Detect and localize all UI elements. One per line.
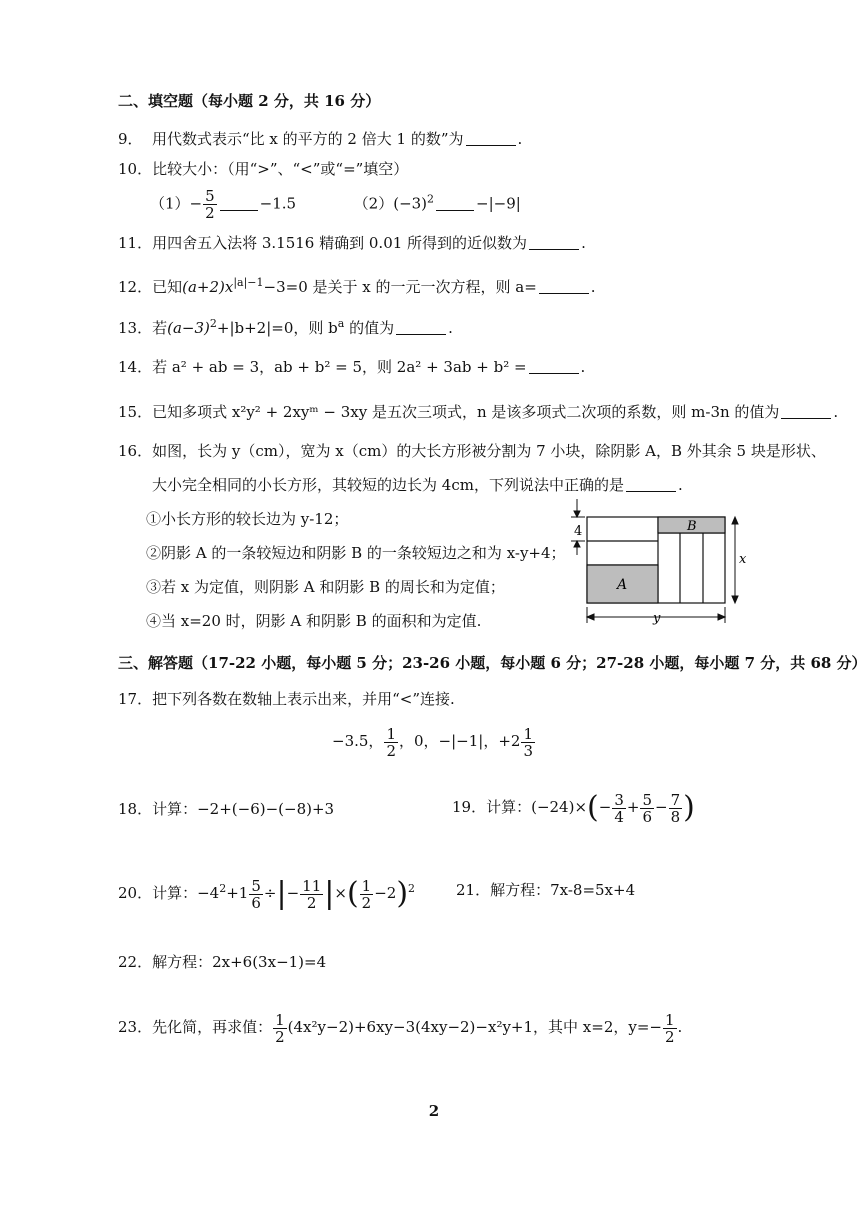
question-15 [118, 401, 838, 423]
base-expr: (−3) [393, 194, 428, 213]
question-14 [118, 356, 585, 378]
denominator: 2 [361, 893, 372, 912]
fraction [273, 1012, 287, 1045]
question-16-line1 [118, 440, 826, 462]
question-text: −3=0 是关于 x 的一元一次方程，则 a= [263, 278, 537, 296]
numerator: 1 [523, 724, 533, 743]
denominator: 8 [670, 807, 681, 826]
question-number: 20． [118, 884, 153, 902]
minus-sign: − [189, 194, 203, 213]
exponent: a [337, 317, 345, 330]
denominator: 2 [386, 741, 396, 760]
numerator: 5 [205, 187, 215, 205]
fraction [612, 792, 626, 825]
period: . [677, 1018, 683, 1036]
fraction [663, 1012, 677, 1045]
fraction [249, 878, 263, 911]
expression: (a+2)x [182, 278, 234, 296]
question-text: 若 a² + ab = 3，ab + b² = 5，则 2a² + 3ab + b² = [152, 358, 527, 376]
exponent: 2 [219, 882, 227, 895]
question-number: 22． [118, 953, 153, 971]
operator: × [334, 884, 347, 902]
period: . [590, 278, 596, 296]
abs-bar: | [276, 876, 287, 911]
question-number: 21． [456, 881, 491, 899]
answer-blank[interactable] [529, 233, 579, 250]
numerator: 7 [670, 790, 681, 809]
question-text: 比较大小：（用“>”、“<”或“=”填空） [152, 160, 409, 178]
numerator: 1 [386, 724, 396, 743]
question-18 [118, 798, 334, 820]
question-text: 已知多项式 x²y² + 2xyᵐ − 3xy 是五次三项式，n 是该多项式二次项的系数，则 m-3n 的值为 [152, 403, 780, 421]
question-17 [118, 688, 455, 710]
numerator: 1 [361, 876, 372, 895]
expression: +1 [226, 884, 249, 902]
exponent: 2 [408, 882, 416, 895]
exponent: |a|−1 [233, 276, 264, 289]
fraction [384, 726, 398, 759]
answer-blank[interactable] [539, 277, 589, 294]
denominator: 6 [251, 893, 261, 912]
part-label: （1） [150, 194, 190, 213]
question-text: 已知 [152, 278, 183, 296]
exponent: 2 [427, 192, 435, 206]
abs-bar: | [324, 876, 335, 911]
denominator: 6 [642, 807, 652, 826]
question-23 [118, 1010, 682, 1045]
number-item: −3.5， [332, 732, 384, 750]
answer-blank[interactable] [220, 194, 258, 211]
question-22 [118, 951, 326, 973]
numerator: 1 [665, 1010, 675, 1029]
question-text: 大小完全相同的小长方形，其较短的边长为 4cm，下列说法中正确的是 [152, 476, 624, 494]
compare-value: −|−9| [476, 194, 521, 213]
answer-blank[interactable] [396, 318, 446, 335]
question-10-parts [150, 188, 521, 221]
question-text: 解方程：2x+6(3x−1)=4 [152, 953, 327, 971]
question-text: 把下列各数在数轴上表示出来，并用“<”连接. [152, 690, 455, 708]
question-text: 的值为 [344, 319, 395, 337]
expression: (a−3) [167, 319, 210, 337]
question-text: +|b+2|=0，则 b [216, 319, 338, 337]
denominator: 2 [665, 1027, 675, 1046]
period: . [581, 234, 586, 252]
section-3-heading: 三、解答题（17-22 小题，每小题 5 分；23-26 小题，每小题 6 分；27-28 小题，每小题 7 分，共 68 分） [118, 654, 867, 672]
question-number: 14． [118, 358, 153, 376]
question-number: 9． [118, 130, 143, 148]
rectangle-figure [565, 495, 750, 630]
denominator: 2 [306, 893, 317, 912]
period: . [833, 403, 839, 421]
close-paren: ) [683, 790, 695, 825]
question-number: 23． [118, 1018, 153, 1036]
question-text: 计算：−4 [152, 884, 220, 902]
question-20: 20．计算：$-4^2+1$ $\frac{5}{6}$ ÷|− $\frac{11}{2}$ |×( $\frac{1}{2}$ −2)$^2$ [118, 876, 416, 912]
period: . [677, 476, 683, 494]
answer-blank[interactable] [436, 194, 474, 211]
denominator: 3 [523, 741, 533, 760]
question-number: 15． [118, 403, 153, 421]
label-y: y [653, 611, 661, 626]
question-number: 16． [118, 442, 153, 460]
operator: ÷ [263, 884, 277, 902]
question-number: 19． [452, 798, 487, 816]
label-4: 4 [574, 524, 583, 539]
numerator: 11 [302, 876, 322, 895]
question-21 [456, 879, 635, 901]
answer-blank[interactable] [781, 402, 831, 419]
option-3: ③若 x 为定值，则阴影 A 和阴影 B 的周长和为定值； [146, 578, 505, 596]
section-2-heading: 二、填空题（每小题 2 分，共 16 分） [118, 92, 381, 110]
label-x: x [739, 552, 747, 567]
fraction [669, 792, 683, 825]
denominator: 2 [275, 1027, 285, 1046]
fraction [300, 878, 323, 911]
fraction [360, 878, 374, 911]
fraction [521, 726, 535, 759]
question-text: 若 [152, 319, 168, 337]
question-text: 先化简，再求值： [152, 1018, 273, 1036]
question-number: 10． [118, 160, 153, 178]
label-a: A [617, 577, 628, 593]
denominator: 4 [614, 807, 624, 826]
fraction [203, 188, 217, 221]
question-9 [118, 128, 522, 150]
compare-value: −1.5 [259, 194, 297, 213]
answer-blank[interactable] [529, 357, 579, 374]
question-11 [118, 232, 586, 254]
answer-blank[interactable] [466, 129, 516, 146]
numerator: 1 [275, 1010, 285, 1029]
period: . [517, 130, 523, 148]
question-number: 12． [118, 278, 153, 296]
numerator: 3 [614, 790, 624, 809]
question-text: 计算：−2+(−6)−(−8)+3 [152, 800, 335, 818]
option-1: ①小长方形的较长边为 y-12； [146, 510, 349, 528]
question-number: 11． [118, 234, 153, 252]
question-text: 用代数式表示“比 x 的平方的 2 倍大 1 的数”为 [152, 130, 464, 148]
expression: (4x²y−2)+6xy−3(4xy−2)−x²y+1，其中 x=2，y=− [287, 1018, 662, 1036]
page-number: 2 [428, 1102, 440, 1120]
period: . [580, 358, 586, 376]
fraction [640, 792, 654, 825]
question-text: 用四舍五入法将 3.1516 精确到 0.01 所得到的近似数为 [152, 234, 528, 252]
denominator: 2 [205, 204, 215, 222]
open-paren: ( [346, 876, 359, 911]
question-number: 18． [118, 800, 153, 818]
question-17-numbers [0, 724, 868, 759]
question-number: 17． [118, 690, 153, 708]
question-10 [118, 158, 408, 180]
period: . [448, 319, 453, 337]
question-number: 13． [118, 319, 153, 337]
label-b: B [687, 519, 697, 534]
close-paren: ) [396, 876, 409, 911]
numerator: 5 [251, 876, 261, 895]
exponent: 2 [209, 317, 217, 330]
part-label: （2） [353, 194, 394, 213]
question-text: 计算：(−24)× [486, 798, 588, 816]
option-2: ②阴影 A 的一条较短边和阴影 B 的一条较短边之和为 x-y+4； [146, 544, 566, 562]
expression: −2 [374, 884, 397, 902]
question-text: 如图，长为 y（cm），宽为 x（cm）的大长方形被分割为 7 小块，除阴影 A，B 外其余 5 块是形状、 [152, 442, 826, 460]
question-13 [118, 313, 453, 339]
question-12 [118, 272, 596, 298]
question-16-line2 [152, 474, 683, 496]
question-text: 解方程：7x-8=5x+4 [490, 881, 636, 899]
open-paren: ( [587, 790, 599, 825]
numerator: 5 [642, 790, 652, 809]
option-4: ④当 x=20 时，阴影 A 和阴影 B 的面积和为定值. [146, 612, 482, 630]
question-19: 19．计算：(−24)×(− $\frac{3}{4}$ + $\frac{5}{6}$ − $\frac{7}{8}$ ) [452, 790, 695, 826]
answer-blank[interactable] [626, 475, 676, 492]
number-item: ，0，−|−1|，+2 [398, 732, 521, 750]
